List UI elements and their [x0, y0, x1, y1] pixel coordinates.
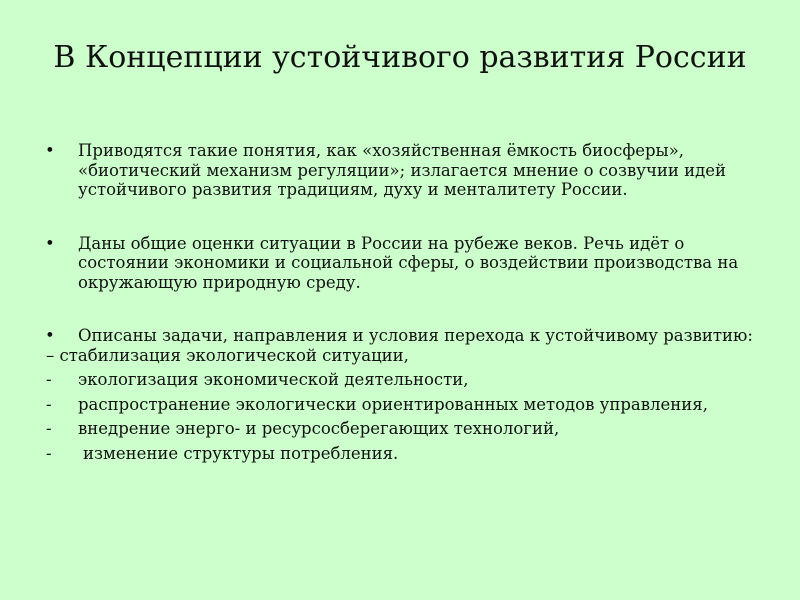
- dash-list-item: [0, 419, 780, 439]
- bullet-text: Даны общие оценки ситуации в России на рубеже веков. Речь идёт о состоянии экономики и социальной сферы, о воздействии производства на окружающую природную среду.: [78, 233, 739, 292]
- slide-title: В Концепции устойчивого развития России: [53, 40, 747, 75]
- dash-item-text: внедрение энерго- и ресурсосберегающих технологий,: [78, 419, 560, 438]
- bullet-item: [0, 234, 780, 293]
- dash-item-text: распространение экологически ориентированных методов управления,: [78, 394, 708, 414]
- dash-list-item: [0, 370, 780, 390]
- bullet-text: Приводятся такие понятия, как «хозяйственная ёмкость биосферы», «биотический механизм регуляции»; излагается мнение о созвучии идей устойчивого развития традициям, духу и менталитету России.: [78, 141, 727, 199]
- dash-item-text: экологизация экономической деятельности,: [78, 370, 469, 389]
- dash-marker: -: [46, 419, 52, 438]
- bullet-marker: •: [45, 141, 55, 160]
- bullet-list: [0, 141, 780, 463]
- dash-marker: -: [46, 443, 52, 463]
- dash-list-item: [0, 444, 780, 464]
- bullet-item: [0, 141, 780, 200]
- bullet-marker: •: [45, 233, 55, 253]
- sub-item-plain: – стабилизация экологической ситуации,: [46, 345, 409, 365]
- bullet-text: Описаны задачи, направления и условия перехода к устойчивому развитию:: [78, 326, 753, 345]
- dash-marker: -: [46, 370, 52, 389]
- bullet-item: [0, 326, 780, 346]
- bullet-marker: •: [45, 326, 55, 345]
- dash-marker: -: [46, 394, 52, 414]
- dash-item-text: изменение структуры потребления.: [83, 443, 399, 463]
- dash-list-item: [0, 395, 780, 415]
